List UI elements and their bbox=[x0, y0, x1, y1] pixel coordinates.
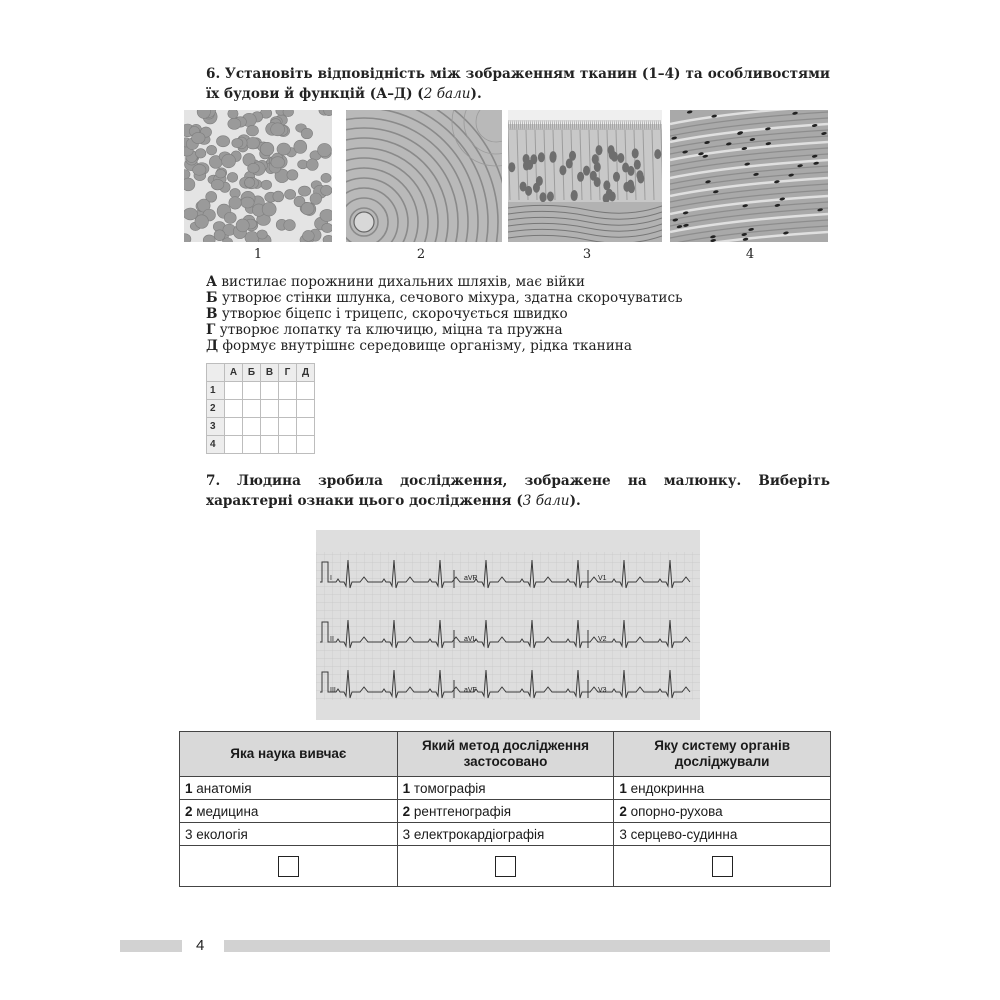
page-number: 4 bbox=[196, 937, 205, 954]
table-cell bbox=[397, 777, 614, 800]
grid-col-header: А bbox=[225, 364, 243, 382]
table-cell bbox=[614, 777, 831, 800]
grid-col-header: Г bbox=[279, 364, 297, 382]
bone-tissue-icon bbox=[346, 110, 502, 242]
table-cell bbox=[397, 800, 614, 823]
table-header: Який метод дослідження застосовано bbox=[397, 732, 614, 777]
tissue-label-4: 4 bbox=[745, 247, 755, 262]
grid-cell[interactable] bbox=[297, 418, 315, 436]
question-6-text bbox=[206, 64, 830, 104]
grid-col-header: Д bbox=[297, 364, 315, 382]
option-v bbox=[206, 306, 683, 322]
table-row bbox=[180, 800, 831, 823]
answer-box[interactable] bbox=[712, 856, 733, 877]
option-number: 3 bbox=[185, 826, 193, 842]
question-7-body: Людина зробила дослідження, зображене на малюнку. Виберіть характерні ознаки цього дослідження ( bbox=[206, 473, 831, 509]
answer-table bbox=[179, 731, 831, 887]
grid-cell[interactable] bbox=[279, 400, 297, 418]
smooth-muscle-micrograph bbox=[670, 110, 828, 242]
answer-box-row bbox=[180, 846, 831, 887]
options-list bbox=[206, 274, 683, 354]
option-label: томографія bbox=[410, 780, 486, 796]
grid-cell[interactable] bbox=[261, 400, 279, 418]
option-label: ендокринна bbox=[626, 780, 705, 796]
ecg-lead-label: V2 bbox=[598, 636, 607, 643]
grid-cell[interactable] bbox=[279, 418, 297, 436]
grid-cell[interactable] bbox=[261, 436, 279, 454]
blood-cells-micrograph bbox=[184, 110, 332, 242]
table-cell bbox=[397, 823, 614, 846]
option-letter: Д bbox=[206, 338, 219, 354]
epithelium-icon bbox=[508, 110, 662, 242]
option-a bbox=[206, 274, 683, 290]
option-number: 3 bbox=[402, 826, 411, 842]
table-cell bbox=[180, 823, 398, 846]
table-header: Яка наука вивчає bbox=[180, 732, 398, 777]
table-row bbox=[180, 823, 831, 846]
option-number: 2 bbox=[619, 803, 627, 819]
ecg-lead-label: aVF bbox=[464, 687, 477, 694]
table-row bbox=[180, 777, 831, 800]
grid-cell[interactable] bbox=[297, 400, 315, 418]
footer-bar-left bbox=[120, 940, 182, 952]
question-6-number: 6. bbox=[206, 66, 221, 82]
grid-cell[interactable] bbox=[225, 436, 243, 454]
question-7-close: ). bbox=[569, 493, 581, 509]
grid-cell[interactable] bbox=[243, 382, 261, 400]
option-label: опорно-рухова bbox=[626, 803, 723, 819]
ecg-lead-label: II bbox=[330, 636, 334, 643]
grid-cell[interactable] bbox=[279, 382, 297, 400]
bone-tissue-micrograph bbox=[346, 110, 502, 242]
tissue-label-1: 1 bbox=[253, 247, 263, 262]
grid-cell[interactable] bbox=[225, 418, 243, 436]
answer-grid bbox=[206, 363, 315, 454]
ecg-lead-label: III bbox=[330, 687, 336, 694]
grid-cell[interactable] bbox=[225, 400, 243, 418]
grid-row-header: 4 bbox=[207, 436, 225, 454]
option-text: утворює біцепс і трицепс, скорочується швидко bbox=[217, 306, 568, 322]
option-b bbox=[206, 290, 683, 306]
tissue-label-2: 2 bbox=[416, 247, 426, 262]
option-label: електрокардіографія bbox=[410, 826, 545, 842]
grid-cell[interactable] bbox=[297, 382, 315, 400]
option-text: формує внутрішнє середовище організму, рідка тканина bbox=[218, 338, 632, 354]
grid-col-header: Б bbox=[243, 364, 261, 382]
option-number: 2 bbox=[185, 803, 193, 819]
option-text: утворює лопатку та ключицю, міцна та пружна bbox=[215, 322, 563, 338]
grid-col-header: В bbox=[261, 364, 279, 382]
grid-cell[interactable] bbox=[279, 436, 297, 454]
ecg-lead-label: aVR bbox=[464, 575, 478, 582]
grid-corner bbox=[207, 364, 225, 382]
grid-cell[interactable] bbox=[261, 418, 279, 436]
blood-cells-icon bbox=[184, 110, 332, 242]
footer-bar-right bbox=[224, 940, 830, 952]
option-number: 3 bbox=[619, 826, 627, 842]
ecg-lead-label: aVL bbox=[464, 636, 477, 643]
grid-row-header: 1 bbox=[207, 382, 225, 400]
option-text: вистилає порожнини дихальних шляхів, має війки bbox=[217, 274, 585, 290]
table-cell bbox=[180, 800, 398, 823]
question-6-points: 2 бали bbox=[423, 86, 471, 102]
answer-box[interactable] bbox=[278, 856, 299, 877]
question-7-text bbox=[206, 471, 830, 511]
option-d bbox=[206, 338, 683, 354]
option-text: утворює стінки шлунка, сечового міхура, здатна скорочуватись bbox=[217, 290, 683, 306]
option-label: анатомія bbox=[192, 780, 252, 796]
ecg-lead-label: V1 bbox=[598, 575, 607, 582]
answer-box[interactable] bbox=[495, 856, 516, 877]
option-letter: Г bbox=[206, 322, 216, 338]
option-number: 1 bbox=[619, 780, 627, 796]
grid-cell[interactable] bbox=[225, 382, 243, 400]
option-g bbox=[206, 322, 683, 338]
answer-box-cell bbox=[614, 846, 831, 887]
option-letter: А bbox=[206, 274, 218, 290]
question-6-close: ). bbox=[470, 86, 482, 102]
grid-cell[interactable] bbox=[297, 436, 315, 454]
grid-cell[interactable] bbox=[243, 436, 261, 454]
answer-box-cell bbox=[180, 846, 398, 887]
grid-cell[interactable] bbox=[261, 382, 279, 400]
option-letter: В bbox=[206, 306, 218, 322]
grid-cell[interactable] bbox=[243, 400, 261, 418]
ecg-lead-label: V3 bbox=[598, 687, 607, 694]
table-cell bbox=[614, 823, 831, 846]
question-7-points: 3 бали bbox=[522, 493, 570, 509]
option-number: 1 bbox=[402, 780, 411, 796]
table-header: Яку систему органів досліджували bbox=[614, 732, 831, 777]
smooth-muscle-icon bbox=[670, 110, 828, 242]
grid-row-header: 2 bbox=[207, 400, 225, 418]
ciliated-epithelium-micrograph bbox=[508, 110, 662, 242]
tissue-label-3: 3 bbox=[582, 247, 592, 262]
question-6-body: Установіть відповідність між зображенням тканин (1–4) та особливостями їх будови й функцій (А–Д) ( bbox=[206, 66, 830, 102]
option-letter: Б bbox=[206, 290, 218, 306]
ecg-printout bbox=[316, 530, 700, 720]
option-label: рентгенографія bbox=[410, 803, 512, 819]
question-7-number: 7. bbox=[206, 473, 221, 489]
grid-cell[interactable] bbox=[243, 418, 261, 436]
table-cell bbox=[180, 777, 398, 800]
option-label: серцево-судинна bbox=[626, 826, 738, 842]
ecg-icon bbox=[316, 530, 700, 720]
answer-box-cell bbox=[397, 846, 614, 887]
grid-row-header: 3 bbox=[207, 418, 225, 436]
table-cell bbox=[614, 800, 831, 823]
option-label: медицина bbox=[192, 803, 259, 819]
option-label: екологія bbox=[192, 826, 248, 842]
option-number: 2 bbox=[402, 803, 411, 819]
option-number: 1 bbox=[185, 780, 193, 796]
ecg-lead-label: I bbox=[330, 575, 332, 582]
